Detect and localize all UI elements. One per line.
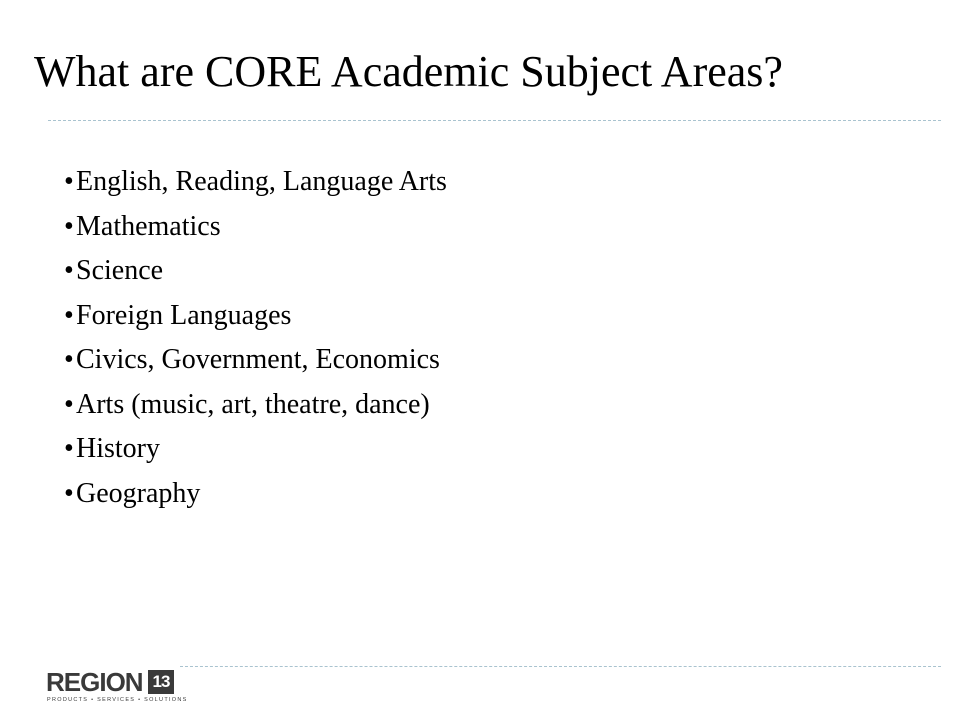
title-divider [48,120,941,121]
bullet-icon: • [64,477,74,509]
bullet-icon: • [64,388,74,420]
logo-tagline: PRODUCTS • SERVICES • SOLUTIONS [47,697,188,703]
bullet-icon: • [64,210,74,242]
list-item [64,472,447,517]
subject-label: History [76,433,160,464]
list-item [64,338,447,383]
bullet-icon: • [64,166,74,197]
footer-divider [180,666,941,667]
list-item [64,205,447,250]
logo-word: REGION [46,667,143,697]
logo-number: 13 [148,670,174,694]
list-item [64,427,447,472]
region-13-logo [46,668,186,708]
list-item [64,160,447,205]
slide-title: What are CORE Academic Subject Areas? [34,47,783,96]
bullet-icon: • [64,433,74,464]
subject-label: Geography [76,477,201,509]
bullet-icon: • [64,255,74,286]
subject-label: Civics, Government, Economics [76,344,440,375]
list-item [64,294,447,339]
subject-label: Mathematics [76,210,221,242]
list-item [64,249,447,294]
list-item [64,383,447,428]
subject-list [64,160,447,516]
subject-label: Arts (music, art, theatre, dance) [76,388,430,420]
subject-label: Science [76,255,164,286]
bullet-icon: • [64,299,74,331]
bullet-icon: • [64,344,74,375]
subject-label: Foreign Languages [76,299,292,331]
subject-label: English, Reading, Language Arts [76,166,447,197]
